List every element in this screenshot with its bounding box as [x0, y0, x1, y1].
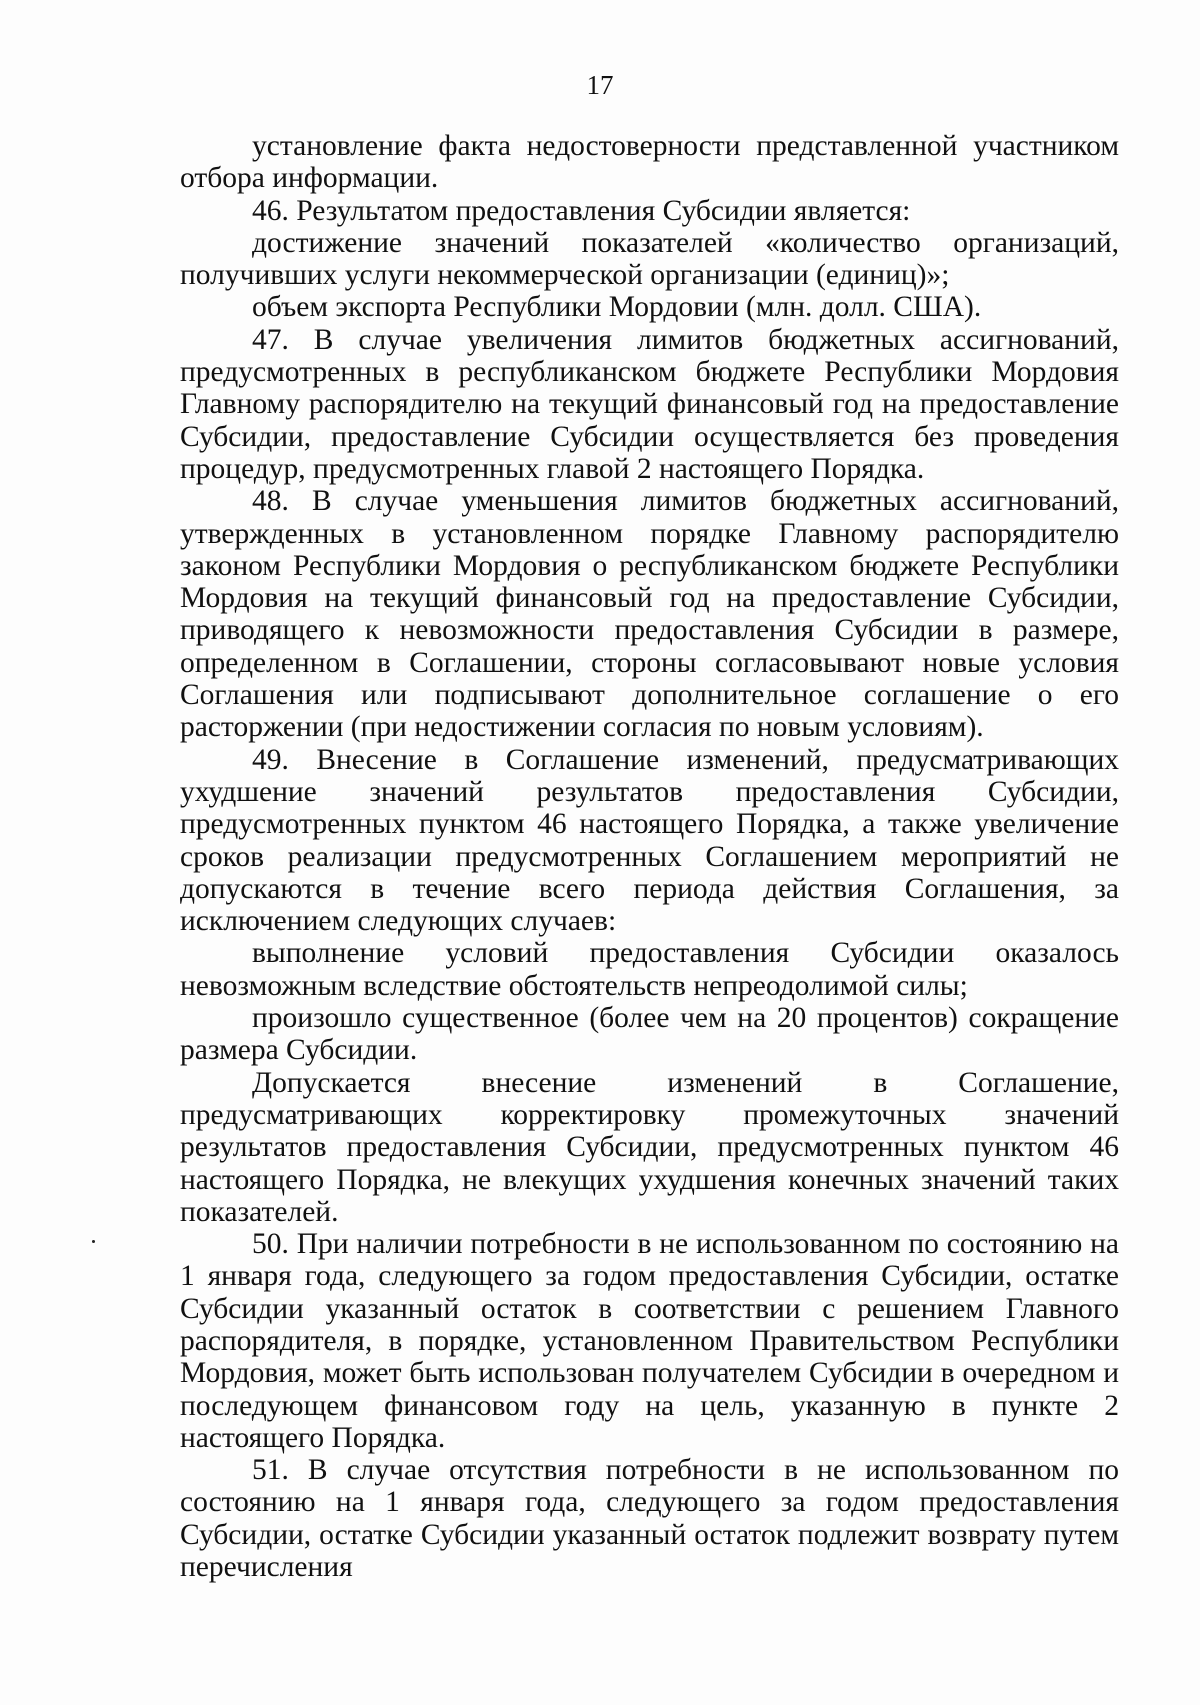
paragraph: достижение значений показателей «количество организаций, получивших услуги некоммерческой организации (единиц)»;: [180, 226, 1119, 292]
page-number: 17: [586, 70, 614, 100]
paragraph: выполнение условий предоставления Субсидии оказалось невозможным вследствие обстоятельств непреодолимой силы;: [180, 937, 1119, 1002]
paragraph: произошло существенное (более чем на 20 процентов) сокращение размера Субсидии.: [180, 1002, 1119, 1067]
paragraph-item-46: 46. Результатом предоставления Субсидии является:: [252, 194, 911, 227]
document-body: [180, 130, 1119, 1583]
scan-speck: [92, 1240, 95, 1243]
paragraph-item-47: 47. В случае увеличения лимитов бюджетных ассигнований, предусмотренных в республиканском бюджете Республики Мордовия Главному распорядителю на текущий финансовый год на предоставление Субсидии, предоставление Субсидии осуществляется без проведения процедур, предусмотренных главой 2 настоящего Порядка.: [180, 323, 1119, 485]
paragraph-item-51: 51. В случае отсутствия потребности в не использованном по состоянию на 1 января года, следующего за годом предоставления Субсидии, остатке Субсидии указанный остаток подлежит возврату путем перечисления: [180, 1454, 1119, 1584]
paragraph-item-50: 50. При наличии потребности в не использованном по состоянию на 1 января года, следующего за годом предоставления Субсидии, остатке Субсидии указанный остаток в соответствии с решением Главного распорядителя, в порядке, установленном Правительством Республики Мордовия, может быть использован получателем Субсидии в очередном и последующем финансовом году на цель, указанную в пункте 2 настоящего Порядка.: [180, 1228, 1119, 1454]
paragraph: Допускается внесение изменений в Соглашение, предусматривающих корректировку промежуточных значений результатов предоставления Субсидии, предусмотренных пунктом 46 настоящего Порядка, не влекущих ухудшения конечных значений таких показателей.: [180, 1066, 1119, 1228]
paragraph-item-49: 49. Внесение в Соглашение изменений, предусматривающих ухудшение значений результатов предоставления Субсидии, предусмотренных пунктом 46 настоящего Порядка, а также увеличение сроков реализации предусмотренных Соглашением мероприятий не допускаются в течение всего периода действия Соглашения, за исключением следующих случаев:: [180, 743, 1119, 938]
paragraph: установление факта недостоверности представленной участником отбора информации.: [180, 130, 1119, 195]
paragraph: объем экспорта Республики Мордовии (млн. долл. США).: [252, 291, 982, 324]
paragraph-item-48: 48. В случае уменьшения лимитов бюджетных ассигнований, утвержденных в установленном порядке Главному распорядителю законом Республики Мордовия о республиканском бюджете Республики Мордовия на текущий финансовый год на предоставление Субсидии, приводящего к невозможности предоставления Субсидии в размере, определенном в Соглашении, стороны согласовывают новые условия Соглашения или подписывают дополнительное соглашение о его расторжении (при недостижении согласия по новым условиям).: [180, 485, 1119, 744]
